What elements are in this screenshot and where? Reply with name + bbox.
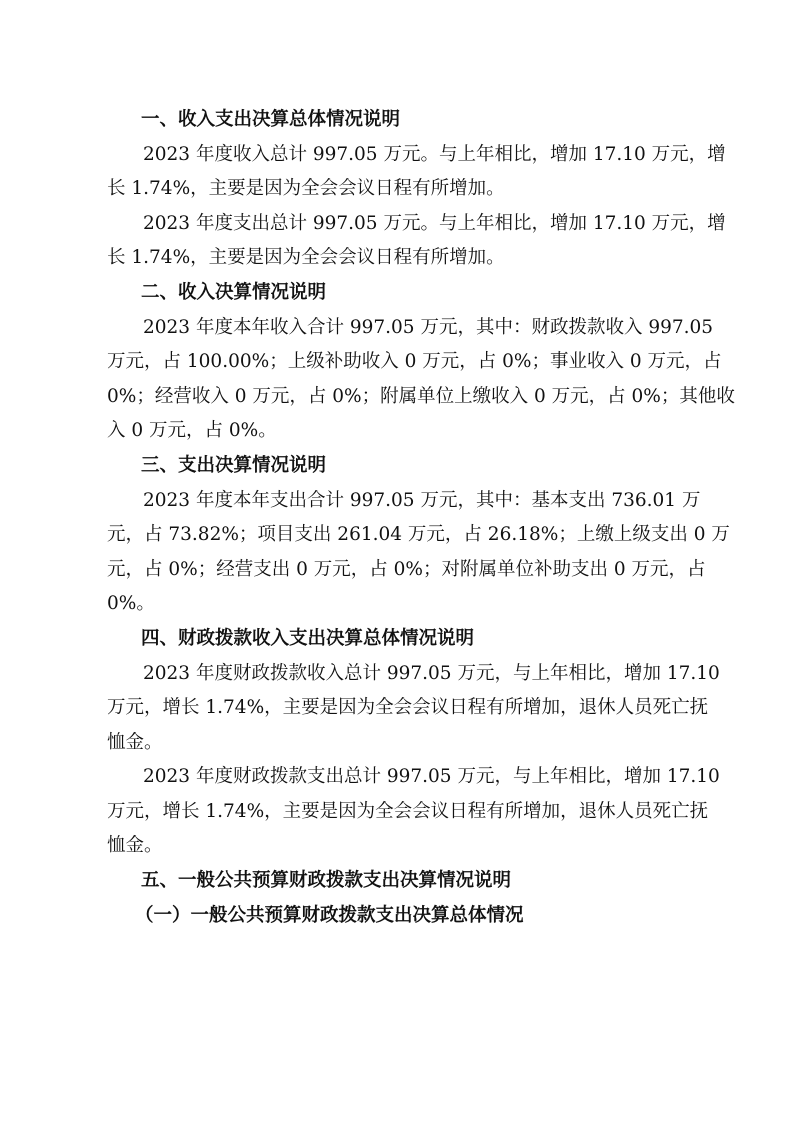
paragraph [107,657,720,761]
section-heading: 五、一般公共预算财政拨款支出决算情况说明 [141,870,512,892]
paragraph-line: 2023 年度本年收入合计 997.05 万元，其中：财政拨款收入 997.05 [143,316,714,338]
paragraph-line: 长 1.74%，主要是因为全会会议日程有所增加。 [107,247,505,269]
paragraph-line: 2023 年度财政拨款支出总计 997.05 万元，与上年相比，增加 17.10 [143,766,720,788]
paragraph-line: 万元，占 100.00%；上级补助收入 0 万元，占 0%；事业收入 0 万元，占 [107,351,722,373]
paragraph-line: 入 0 万元，占 0%。 [107,420,277,442]
paragraph-line: 2023 年度支出总计 997.05 万元。与上年相比，增加 17.10 万元，增 [143,212,726,234]
paragraph-line: 元，占 0%；经营支出 0 万元，占 0%；对附属单位补助支出 0 万元，占 [107,558,706,580]
paragraph-line: 长 1.74%，主要是因为全会会议日程有所增加。 [107,178,505,200]
paragraph-line: 万元，增长 1.74%，主要是因为全会会议日程有所增加，退休人员死亡抚 [107,697,709,719]
paragraph [107,138,726,207]
section-heading: 四、财政拨款收入支出决算总体情况说明 [141,627,475,649]
paragraph-line: 0%。 [107,593,155,615]
paragraph-line: 恤金。 [107,731,163,753]
section-heading: 一、收入支出决算总体情况说明 [141,109,401,130]
paragraph [107,484,730,622]
paragraph [107,207,726,276]
paragraph-line: 恤金。 [107,835,163,857]
paragraph-line: 元，占 73.82%；项目支出 261.04 万元，占 26.18%；上缴上级支出 0 万 [107,524,730,546]
section-subheading: （一）一般公共预算财政拨款支出决算总体情况 [135,904,524,926]
section-heading: 三、支出决算情况说明 [141,454,327,476]
paragraph-line: 2023 年度财政拨款收入总计 997.05 万元，与上年相比，增加 17.10 [143,662,720,684]
paragraph-line: 2023 年度收入总计 997.05 万元。与上年相比，增加 17.10 万元，增 [143,143,726,165]
paragraph [107,760,720,864]
paragraph-line: 2023 年度本年支出合计 997.05 万元，其中：基本支出 736.01 万 [143,489,701,511]
section-heading: 二、收入决算情况说明 [141,281,327,303]
paragraph-line: 0%；经营收入 0 万元，占 0%；附属单位上缴收入 0 万元，占 0%；其他收 [107,385,735,407]
paragraph-line: 万元，增长 1.74%，主要是因为全会会议日程有所增加，退休人员死亡抚 [107,800,709,822]
document-body [107,103,735,933]
paragraph [107,311,735,449]
